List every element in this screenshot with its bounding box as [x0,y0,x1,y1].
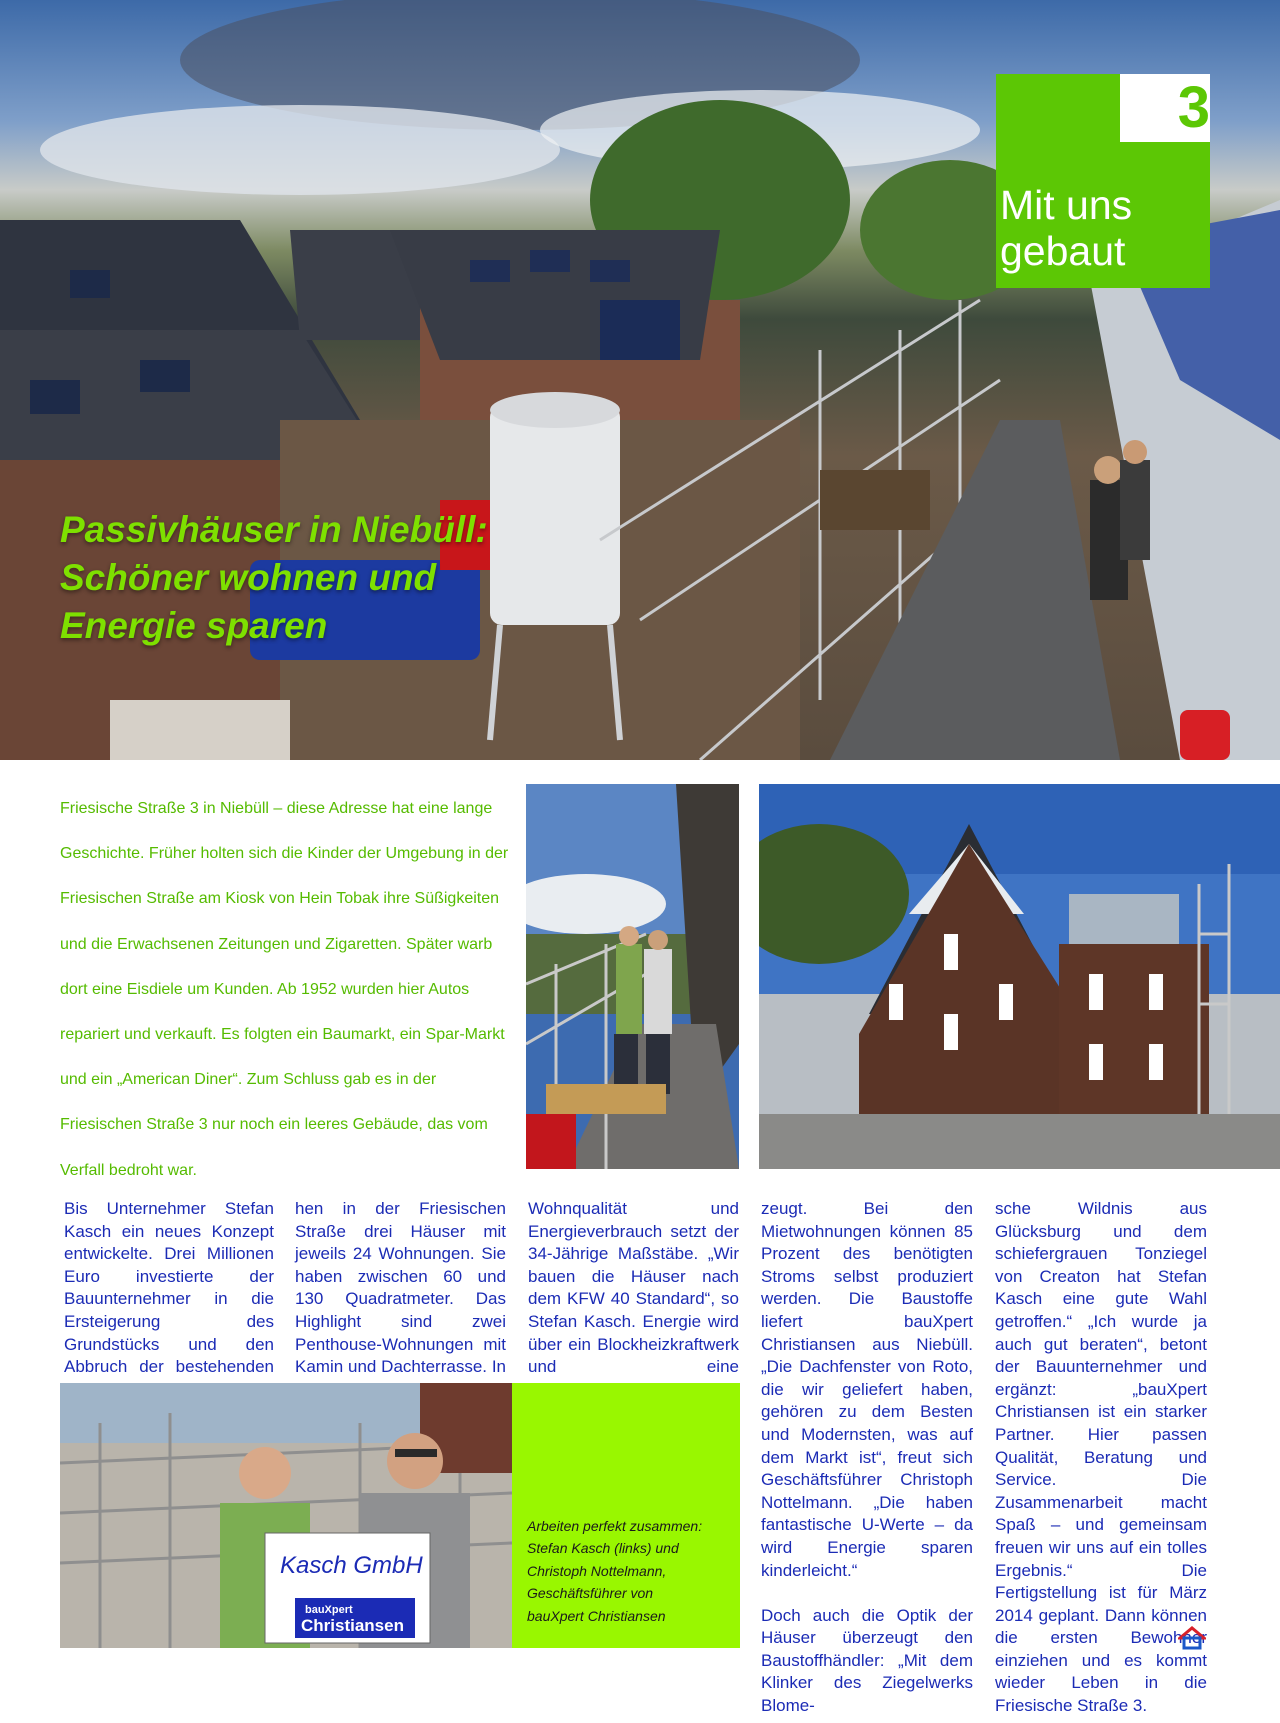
sign-brand-name: Christiansen [301,1616,404,1635]
house-logo-icon [1178,1626,1206,1650]
article-column-3: Wohnqualität und Energieverbrauch setzt der 34-Jährige Maßstäbe. „Wir bauen die Häuser nach dem KFW 40 Standard“, so Stefan Kasch. Energie wird über ein Blockheizkraftwerk und eine [528,1199,739,1377]
section-label: Mit uns gebaut [1000,182,1133,274]
section-number: 3 [1177,75,1210,140]
article-column-2: hen in der Friesischen Straße drei Häuser mit jeweils 24 Wohnungen. Sie haben zwischen 60 und 130 Quadratmeter. Das Highlight sind zwei Penthouse-Wohnungen mit Kamin und Dachterrasse. In [295,1199,506,1377]
photo-walkway [526,784,739,1169]
photo-brick-house [759,784,1280,1169]
sign-brand-top: bauXpert [305,1604,353,1616]
intro-paragraph: Friesische Straße 3 in Niebüll – diese Adresse hat eine lange Geschichte. Früher holten sich die Kinder der Umgebung in der Friesischen Straße am Kiosk von Hein Tobak ihre Süßigkeiten und die Erwachsenen Zeitungen und Zigaretten. Später warb dort eine Eisdiele um Kunden. Ab 1952 wurden hier Autos repariert und verkauft. Es folgten ein Baumarkt, ein Spar-Markt und ein „American Diner“. Zum Schluss gab es in der Friesischen Straße 3 nur noch ein leeres Gebäude, das vom Verfall bedroht war. [60,800,509,1179]
article-title: Passivhäuser in Niebüll: Schöner wohnen und Energie sparen [60,509,488,646]
sign-handwriting: Kasch GmbH [280,1552,423,1579]
article-column-4: zeugt. Bei den Mietwohnungen können 85 Prozent des benötigten Stroms selbst produziert werden. Die Baustoffe liefert bauXpert Christiansen aus Niebüll. „Die Dachfenster von Roto, die wir geliefert haben, gehören zu dem Besten und Modernsten, was auf dem Markt ist“, freut sich Geschäftsführer Christoph Nottelmann. „Die haben fantastische U-Werte – da wird Energie sparen kinderleicht.“ Doch auch die Optik der Häuser überzeugt den Baustoffhändler: „Mit dem Klinker des Ziegelwerks Blome- [761,1199,973,1716]
article-column-5: sche Wildnis aus Glücksburg und dem schiefergrauen Tonziegel von Creaton hat Stefan Kasch eine gute Wahl getroffen.“ „Ich wurde ja auch gut beraten“, betont der Bauunternehmer und ergänzt: „bauXpert Christiansen ist ein starker Partner. Hier passen Qualität, Beratung und Service. Die Zusammenarbeit macht Spaß – und gemeinsam freuen wir uns auf ein tolles Ergebnis.“ Die Fertigstellung ist für März 2014 geplant. Dann können die ersten Bewohner einziehen und es kommt wieder Leben in die Friesische Straße 3. [995,1199,1207,1716]
photo-caption: Arbeiten perfekt zusammen: Stefan Kasch (links) und Christoph Nottelmann, Geschäftsführer von bauXpert Christiansen [527,1518,703,1624]
photo-sign-holders [60,1383,512,1648]
article-column-1: Bis Unternehmer Stefan Kasch ein neues Konzept entwickelte. Drei Millionen Euro investierte der Bauunternehmer in die Ersteigerung des Grundstücks und den Abbruch der bestehenden [64,1199,274,1377]
